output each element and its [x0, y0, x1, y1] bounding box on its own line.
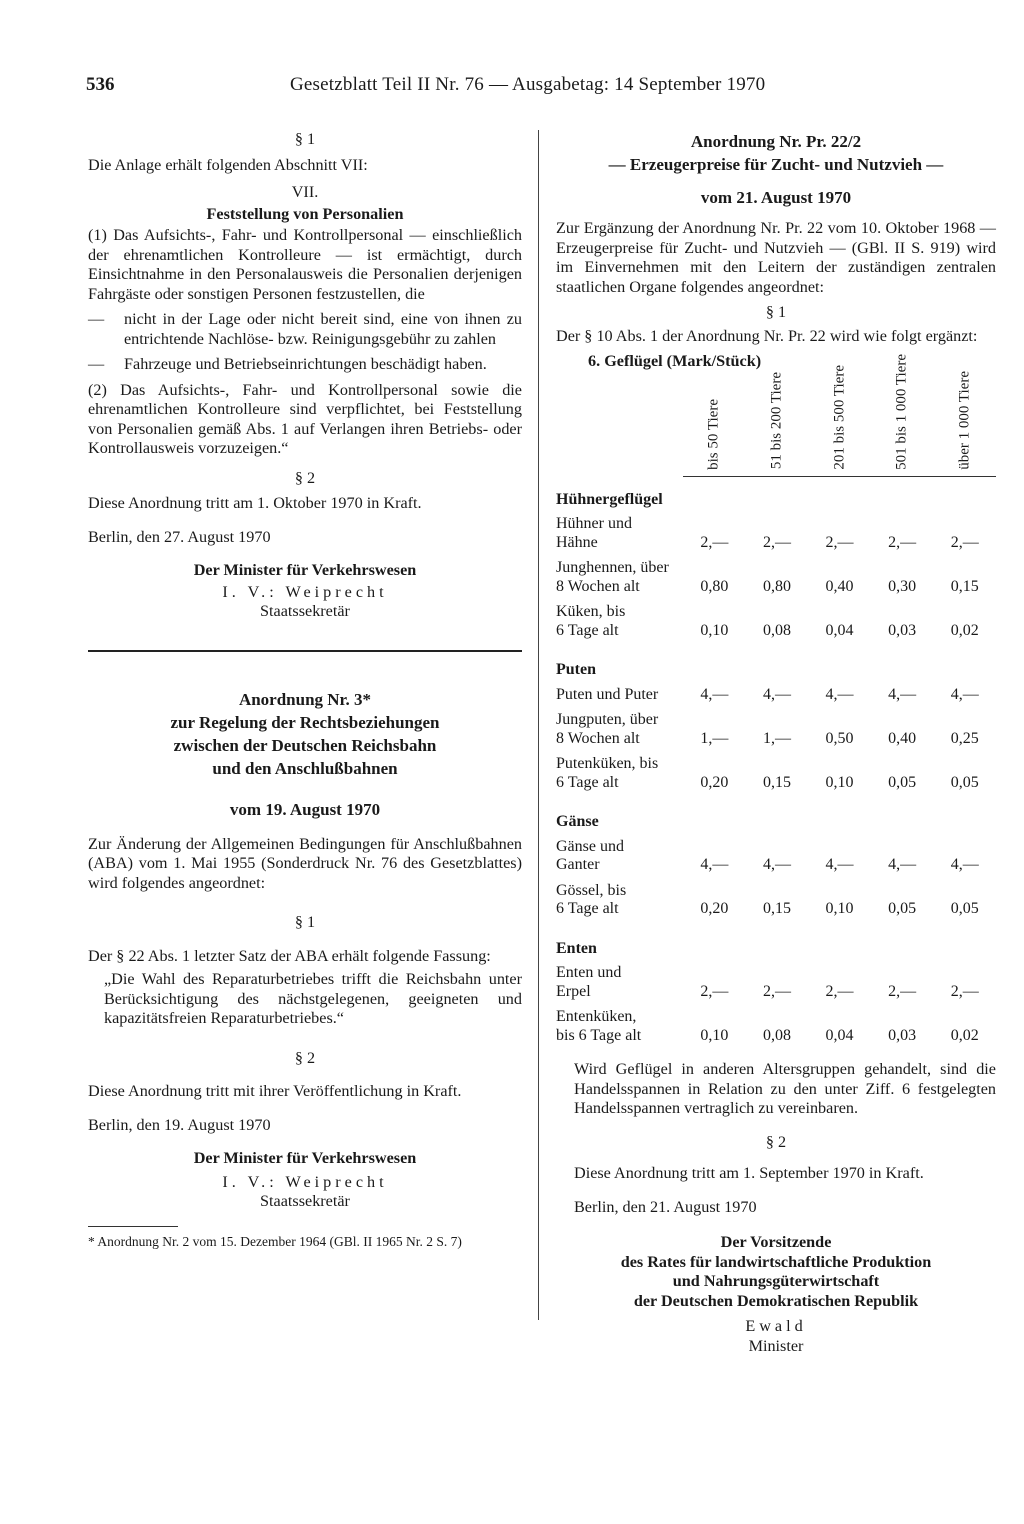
- ordinance-pr-title-line-1: Anordnung Nr. Pr. 22/2: [690, 132, 862, 151]
- table-cell: 0,20: [700, 900, 729, 917]
- table-header-row: [556, 376, 996, 477]
- section-vii-title: Feststellung von Personalien: [206, 204, 404, 223]
- row-label-line-1: Gössel, bis: [556, 881, 627, 899]
- dash-item-1: — nicht in der Lage oder nicht bereit sind, eine von ihnen zu entrichtende Nachlöse- bzw. Reinigungsgebühr zu zahlen: [88, 310, 522, 349]
- row-label: [556, 838, 683, 882]
- table-cell: 2,—: [762, 982, 791, 1000]
- ordinance-3-title-line-2: zur Regelung der Rechtsbeziehungen: [170, 712, 440, 732]
- table-cell: 0,80: [700, 577, 729, 595]
- ordinance-pr-date: vom 21. August 1970: [700, 188, 852, 207]
- ordinance-pr-signature-block: [556, 1233, 996, 1356]
- table-cell: 4,—: [825, 856, 854, 873]
- signer-role: Staatssekretär: [260, 602, 350, 620]
- table-cell: 0,10: [825, 773, 854, 791]
- row-label: [556, 603, 683, 647]
- table-cell: 0,10: [700, 1026, 729, 1044]
- ordinance-3-place-date: Berlin, den 19. August 1970: [88, 1115, 271, 1134]
- row-label-line-2: 8 Wochen alt: [556, 577, 640, 595]
- table-cell: 0,02: [950, 1026, 979, 1044]
- table-cell: 0,40: [888, 729, 917, 747]
- section-1-heading: § 1: [294, 130, 316, 148]
- row-label-line-2: 6 Tage alt: [556, 621, 619, 639]
- row-label-line-1: Jungputen, über: [556, 711, 659, 728]
- ordinance-3-section-2-text: Diese Anordnung tritt mit ihrer Veröffentlichung in Kraft.: [88, 1082, 462, 1100]
- row-label-line-1: Enten und: [556, 964, 622, 981]
- table-row: [556, 964, 996, 1008]
- row-label-line-2: Erpel: [556, 982, 591, 1000]
- row-label-line-1: Gänse und: [556, 837, 624, 855]
- table-row: [556, 838, 996, 882]
- dash-item-2: — Fahrzeuge und Betriebseinrichtungen beschädigt haben.: [88, 355, 522, 375]
- table-cell: 0,04: [825, 1026, 854, 1044]
- ordinance-3-signer-title: Der Minister für Verkehrswesen: [193, 1149, 417, 1167]
- column-header: 201 bis 500 Tiere: [808, 376, 871, 477]
- row-label-line-2: 6 Tage alt: [556, 773, 619, 791]
- ordinance-3-section-1-text: Der § 22 Abs. 1 letzter Satz der ABA erhält folgende Fassung:: [88, 946, 491, 965]
- footnote-rule: [88, 1226, 178, 1227]
- poultry-table-title: 6. Geflügel (Mark/Stück): [588, 352, 762, 370]
- row-label: [556, 755, 683, 799]
- table-cell: 0,04: [825, 621, 854, 639]
- row-label: [556, 1008, 683, 1052]
- table-cell: 2,—: [825, 533, 854, 551]
- table-group-row: [556, 926, 996, 965]
- ordinance-3-intro: Zur Änderung der Allgemeinen Bedingungen für Anschlußbahnen (ABA) vom 1. Mai 1955 (Sonderdruck Nr. 76 des Gesetzblattes) wird folgendes angeordnet:: [88, 834, 522, 892]
- table-cell: 0,10: [700, 621, 729, 639]
- table-cell: 0,50: [825, 729, 854, 747]
- section-2-heading: § 2: [294, 468, 316, 487]
- ordinance-pr-section-2-heading: § 2: [765, 1132, 787, 1151]
- ordinance-3-title-line-1: Anordnung Nr. 3*: [238, 689, 372, 709]
- page-number: 536: [86, 74, 115, 95]
- row-label-line-1: Küken, bis: [556, 603, 626, 620]
- table-row: [556, 515, 996, 559]
- table-cell: 2,—: [762, 533, 791, 551]
- table-cell: 2,—: [888, 982, 917, 1000]
- ordinance-pr-title-line-2: — Erzeugerpreise für Zucht- und Nutzvieh —: [608, 155, 944, 174]
- row-label-line-1: Junghennen, über: [556, 559, 669, 576]
- column-header: über 1 000 Tiere: [933, 376, 996, 477]
- after-table-text: Wird Geflügel in anderen Altersgruppen gehandelt, sind die Handelsspannen in Relation zu den unter Ziff. 6 festgelegten Handelsspannen vertraglich zu vereinbaren.: [574, 1060, 996, 1117]
- signer-line-2: des Rates für landwirtschaftliche Produktion: [620, 1252, 932, 1271]
- table-cell: 4,—: [950, 856, 979, 873]
- table-cell: 4,—: [888, 685, 917, 703]
- table-cell: 2,—: [888, 533, 917, 551]
- row-label: [556, 882, 683, 926]
- row-label-line-2: Hähne: [556, 533, 598, 551]
- table-cell: 4,—: [762, 685, 791, 703]
- ordinance-pr-signer-role: Minister: [748, 1336, 804, 1355]
- ordinance-pr-section-1-heading: § 1: [765, 303, 787, 321]
- row-label: [556, 711, 683, 755]
- table-group-label: Hühnergeflügel: [556, 490, 663, 508]
- table-cell: 2,—: [700, 533, 729, 551]
- signer-line-3: und Nahrungsgüterwirtschaft: [672, 1272, 880, 1290]
- section-separator: [88, 650, 522, 652]
- signer-line-1: Der Vorsitzende: [720, 1233, 832, 1251]
- ordinance-3-title: [88, 688, 522, 780]
- table-cell: 1,—: [762, 729, 791, 747]
- table-cell: 0,15: [762, 773, 791, 791]
- row-label-line-2: bis 6 Tage alt: [556, 1026, 642, 1044]
- row-label: [556, 964, 683, 1008]
- table-cell: 0,40: [825, 577, 854, 595]
- row-label-line-1: Puten und Puter: [556, 685, 659, 703]
- table-cell: 2,—: [825, 982, 854, 1000]
- table-cell: 4,—: [762, 856, 791, 873]
- table-cell: 0,80: [762, 577, 791, 595]
- row-label-line-1: Entenküken,: [556, 1008, 637, 1025]
- ordinance-3-quote: „Die Wahl des Reparaturbetriebes trifft die Reichsbahn unter Berücksichtigung des nächstgelegenen, geeigneten und kapazitätsfreien Reparaturbetriebes.“: [104, 970, 522, 1027]
- table-row: [556, 755, 996, 799]
- table-label-header: [556, 376, 683, 477]
- poultry-table-body: [556, 476, 996, 1052]
- table-cell: 0,10: [825, 900, 854, 917]
- ordinance-pr-intro: Zur Ergänzung der Anordnung Nr. Pr. 22 vom 10. Oktober 1968 — Erzeugerpreise für Zucht- und Nutzvieh — (GBl. II S. 919) wird im Einvernehmen mit den Leitern der zuständigen zentralen staatlichen Organe folgendes angeordnet:: [556, 219, 996, 296]
- ordinance-pr-place-date: Berlin, den 21. August 1970: [574, 1197, 757, 1216]
- table-cell: 1,—: [700, 729, 729, 747]
- paragraph-1: (1) Das Aufsichts-, Fahr- und Kontrollpersonal — einschließlich der ehrenamtlichen Kontrolleure — ist ermächtigt, durch Einsichtnahme in den Personalausweis die Personalien derjenigen Fahrgäste oder sonstigen Personen festzustellen, die: [88, 226, 522, 303]
- row-label-line-1: Putenküken, bis: [556, 755, 659, 772]
- column-header: bis 50 Tiere: [683, 376, 746, 477]
- ordinance-3-date: vom 19. August 1970: [229, 799, 381, 819]
- ordinance-3-signer-role: Staatssekretär: [260, 1192, 350, 1210]
- footnote: * Anordnung Nr. 2 vom 15. Dezember 1964 (GBl. II 1965 Nr. 2 S. 7): [88, 1233, 462, 1249]
- table-cell: 0,08: [762, 621, 791, 639]
- signer-line-4: der Deutschen Demokratischen Republik: [633, 1291, 919, 1310]
- table-cell: 2,—: [950, 982, 979, 1000]
- table-group-label: Enten: [556, 939, 597, 957]
- table-cell: 4,—: [825, 685, 854, 703]
- row-label-line-2: 6 Tage alt: [556, 900, 619, 917]
- paragraph-2: (2) Das Aufsichts-, Fahr- und Kontrollpersonal sowie die ehrenamtlichen Kontrolleure sind verpflichtet, bei Feststellung von Personalien gemäß Abs. 1 auf Verlangen ihren Betriebs- oder Kontrollausweis vorzuzeigen.“: [88, 380, 522, 457]
- ordinance-pr-signer-name: Ewald: [745, 1317, 807, 1335]
- table-row: [556, 882, 996, 926]
- running-title: Gesetzblatt Teil II Nr. 76 — Ausgabetag: 14 September 1970: [290, 74, 766, 95]
- table-group-row: [556, 799, 996, 838]
- table-row: [556, 1008, 996, 1052]
- ordinance-3-section-1-heading: § 1: [294, 913, 316, 931]
- table-cell: 0,05: [950, 773, 979, 791]
- row-label-line-1: Hühner und: [556, 515, 632, 532]
- table-cell: 0,15: [950, 577, 979, 595]
- table-group-row: [556, 647, 996, 686]
- ordinance-pr-section-2-text: Diese Anordnung tritt am 1. September 1970 in Kraft.: [574, 1164, 924, 1182]
- table-cell: 0,03: [888, 621, 917, 639]
- ordinance-3-section-2-heading: § 2: [294, 1048, 316, 1067]
- table-cell: 2,—: [950, 533, 979, 551]
- table-row: [556, 603, 996, 647]
- table-cell: 0,15: [762, 900, 791, 917]
- row-label-line-2: Ganter: [556, 856, 600, 873]
- table-cell: 0,25: [950, 729, 979, 747]
- table-cell: 0,05: [888, 773, 917, 791]
- ordinance-3-title-line-4: und den Anschlußbahnen: [212, 758, 398, 778]
- left-column: [88, 130, 522, 1250]
- table-cell: 4,—: [888, 856, 917, 873]
- table-cell: 0,05: [888, 900, 917, 917]
- ordinance-3-title-line-3: zwischen der Deutschen Reichsbahn: [173, 735, 437, 755]
- column-divider: [538, 130, 539, 1320]
- ordinance-3-signer-name: I. V.: Weiprecht: [222, 1172, 388, 1191]
- table-cell: 0,30: [888, 577, 917, 595]
- table-row: [556, 559, 996, 603]
- row-label: [556, 686, 683, 712]
- table-cell: 4,—: [950, 685, 979, 703]
- row-label: [556, 515, 683, 559]
- table-group-label: Puten: [556, 661, 596, 678]
- table-group-label: Gänse: [556, 813, 599, 830]
- section-vii-heading: VII.: [291, 183, 319, 201]
- place-date: Berlin, den 27. August 1970: [88, 527, 271, 546]
- table-group-row: [556, 476, 996, 515]
- signer-name: I. V.: Weiprecht: [222, 582, 388, 601]
- table-cell: 0,03: [888, 1026, 917, 1044]
- row-label-line-2: 8 Wochen alt: [556, 729, 640, 747]
- row-label: [556, 559, 683, 603]
- table-row: [556, 711, 996, 755]
- table-cell: 0,20: [700, 773, 729, 791]
- table-cell: 4,—: [700, 685, 729, 703]
- table-cell: 4,—: [700, 856, 729, 873]
- table-cell: 0,08: [762, 1026, 791, 1044]
- section-1-text: Die Anlage erhält folgenden Abschnitt VII:: [88, 155, 368, 174]
- right-column: [556, 130, 996, 1356]
- column-header: 501 bis 1 000 Tiere: [871, 376, 934, 477]
- table-cell: 2,—: [700, 982, 729, 1000]
- signer-title: Der Minister für Verkehrswesen: [193, 561, 417, 579]
- ordinance-pr-section-1-text: Der § 10 Abs. 1 der Anordnung Nr. Pr. 22 wird wie folgt ergänzt:: [556, 326, 978, 345]
- table-cell: 0,05: [950, 900, 979, 917]
- table-row: [556, 686, 996, 712]
- section-2-text: Diese Anordnung tritt am 1. Oktober 1970 in Kraft.: [88, 494, 422, 512]
- table-cell: 0,02: [950, 621, 979, 639]
- column-header: 51 bis 200 Tiere: [746, 376, 809, 477]
